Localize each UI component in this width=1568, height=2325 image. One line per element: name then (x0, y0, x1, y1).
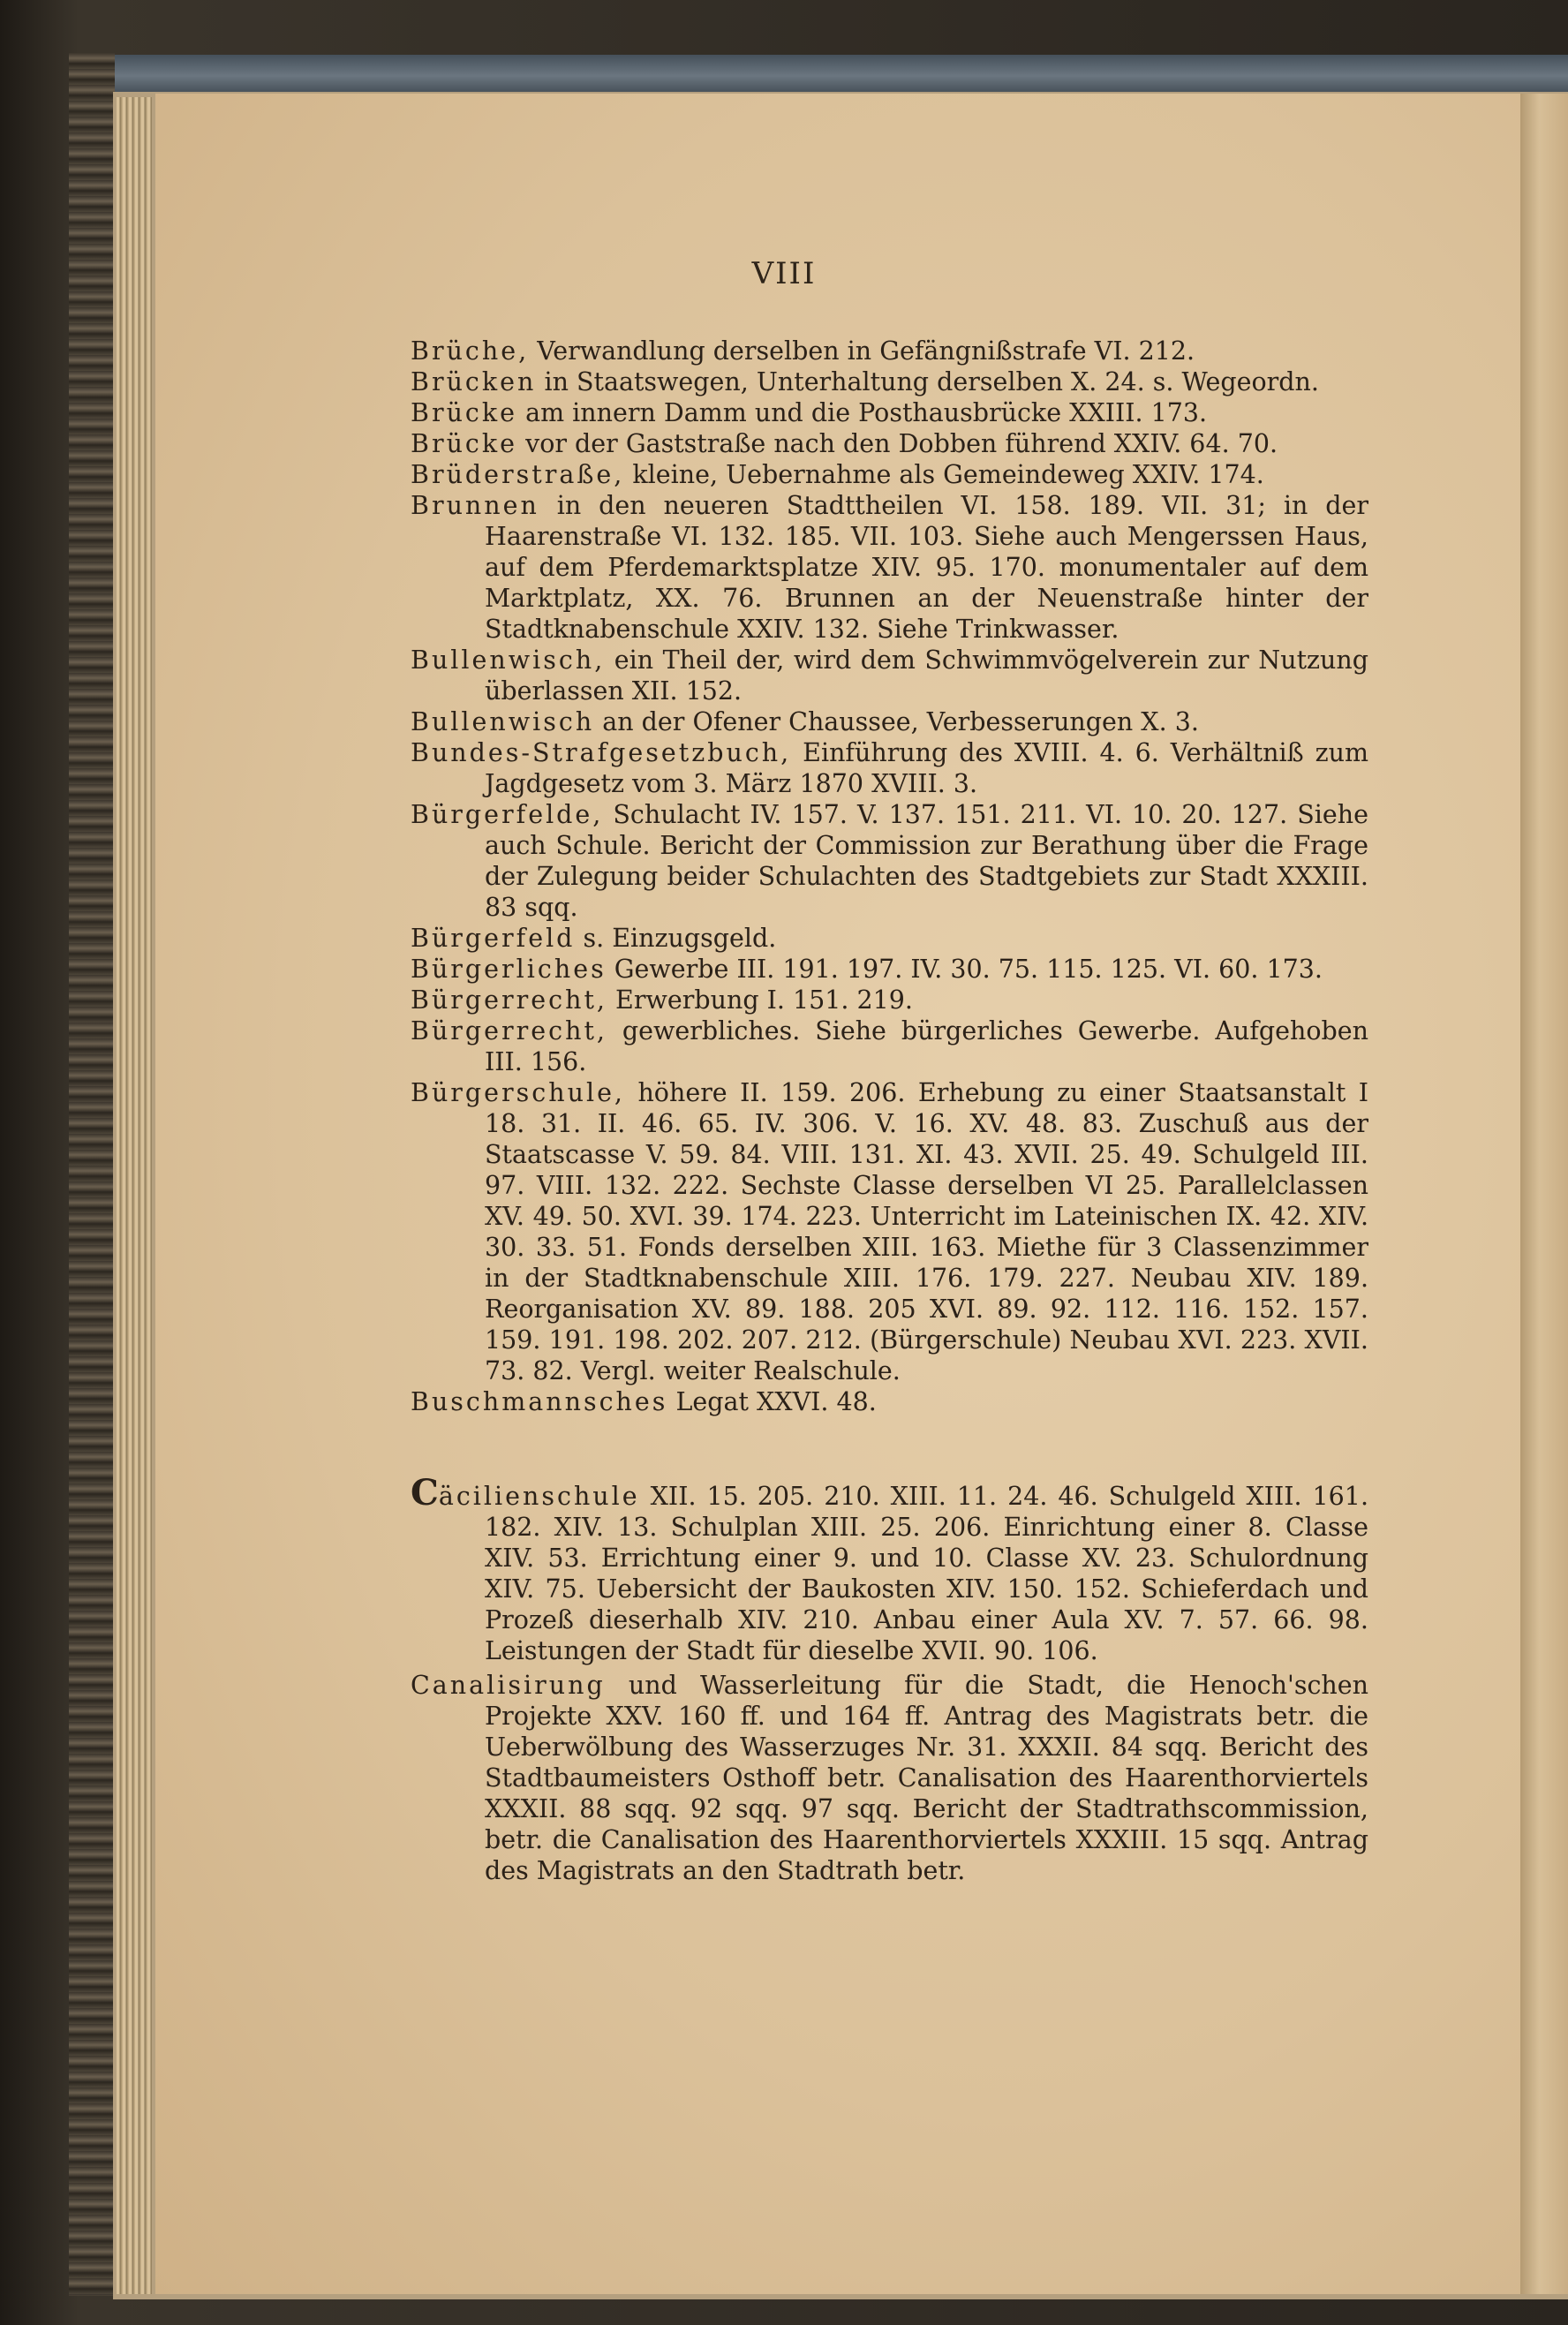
index-entry (411, 706, 1368, 737)
entry-headword: Bullenwisch, (411, 645, 606, 675)
index-section-b (411, 336, 1368, 1417)
index-entry (411, 397, 1368, 428)
section-gap (411, 1417, 1368, 1477)
index-section-c (411, 1472, 1368, 1886)
index-entry (411, 1666, 1368, 1886)
entry-text: gewerbliches. Siehe bürgerliches Gewerbe. Aufgehoben III. 156. (485, 1016, 1368, 1076)
index-content (411, 336, 1368, 1886)
entry-text: Verwandlung derselben in Gefängnißstrafe VI. 212. (537, 336, 1195, 366)
entry-headword: Bürgerschule, (411, 1078, 625, 1107)
index-entry (411, 366, 1368, 397)
entry-text: ein Theil der, wird dem Schwimmvögelverein zur Nutzung überlassen XII. 152. (485, 645, 1368, 706)
entry-text: vor der Gaststraße nach den Dobben führend XXIV. 64. 70. (525, 429, 1278, 458)
index-entry (411, 737, 1368, 799)
entry-headword: Brücke (411, 429, 518, 458)
entry-text: XII. 15. 205. 210. XIII. 11. 24. 46. Schulgeld XIII. 161. 182. XIV. 13. Schulplan XIII. 25. 206. Einrichtung einer 8. Classe XIV. 53. Errichtung einer 9. und 10. Classe XV. 23. Schulordnung XIV. 75. Uebersicht der Baukosten XIV. 150. 152. Schieferdach und Prozeß dieserhalb XIV. 210. Anbau einer Aula XV. 7. 57. 66. 98. Leistungen der Stadt für dieselbe XVII. 90. 106. (485, 1482, 1368, 1665)
entry-text: Schulacht IV. 157. V. 137. 151. 211. VI. 10. 20. 127. Siehe auch Schule. Bericht der Commission zur Berathung über die Frage der Zulegung beider Schulachten des Stadtgebiets zur Stadt XXXIII. 83 sqq. (485, 800, 1368, 922)
index-entry (411, 1472, 1368, 1666)
entry-text: s. Einzugsgeld. (583, 924, 777, 953)
entry-text: kleine, Uebernahme als Gemeindeweg XXIV. 174. (632, 460, 1264, 489)
entry-headword: Bürgerfelde, (411, 800, 604, 829)
entry-headword: Canalisirung (411, 1671, 606, 1700)
entry-headword: Buschmannsches (411, 1387, 668, 1416)
index-entry (411, 336, 1368, 366)
index-entry (411, 428, 1368, 459)
entry-text: Legat XXVI. 48. (675, 1387, 877, 1416)
index-entry (411, 954, 1368, 985)
entry-headword: Brunnen (411, 491, 539, 520)
entry-text: in Staatswegen, Unterhaltung derselben X. 24. s. Wegeordn. (544, 367, 1319, 396)
entry-headword: Brüche, (411, 336, 530, 366)
index-entry (411, 1077, 1368, 1386)
entry-headword: Brüderstraße, (411, 460, 625, 489)
index-entry (411, 923, 1368, 954)
index-entry (411, 490, 1368, 645)
entry-headword: Brücken (411, 367, 537, 396)
book-board-edge (69, 55, 1568, 97)
entry-headword: Bürgerrecht, (411, 1016, 607, 1045)
entry-text: Gewerbe III. 191. 197. IV. 30. 75. 115. 125. VI. 60. 173. (614, 955, 1323, 984)
entry-headword: Bürgerliches (411, 955, 607, 984)
index-entry (411, 645, 1368, 706)
entry-headword: Bürgerrecht, (411, 985, 607, 1015)
entry-headword: Brücke (411, 398, 518, 427)
entry-text: am innern Damm und die Posthausbrücke XXIII. 173. (525, 398, 1208, 427)
index-entry (411, 1015, 1368, 1077)
next-page-edge (1520, 94, 1568, 2294)
book-spine (69, 53, 115, 2296)
entry-headword: äcilienschule (438, 1482, 640, 1511)
index-entry (411, 1386, 1368, 1417)
page-number: VIII (751, 256, 817, 291)
index-entry (411, 459, 1368, 490)
entry-headword: Bürgerfeld (411, 924, 576, 953)
entry-headword: Bundes-Strafgesetzbuch, (411, 738, 792, 767)
index-entry (411, 799, 1368, 923)
entry-text: Erwerbung I. 151. 219. (615, 985, 913, 1015)
entry-text: höhere II. 159. 206. Erhebung zu einer Staatsanstalt I 18. 31. II. 46. 65. IV. 306. V. 16. XV. 48. 83. Zuschuß aus der Staatscasse V. 59. 84. VIII. 131. XI. 43. XVII. 25. 49. Schulgeld III. 97. VIII. 132. 222. Sechste Classe derselben VI 25. Parallelclassen XV. 49. 50. XVI. 39. 174. 223. Unterricht im Lateinischen IX. 42. XIV. 30. 33. 51. Fonds derselben XIII. 163. Miethe für 3 Classenzimmer in der Stadtknabenschule XIII. 176. 179. 227. Neubau XIV. 189. Reorganisation XV. 89. 188. 205 XVI. 89. 92. 112. 116. 152. 157. 159. 191. 198. 202. 207. 212. (Bürgerschule) Neubau XVI. 223. XVII. 73. 82. Vergl. weiter Realschule. (485, 1078, 1369, 1385)
drop-capital: C (411, 1472, 439, 1514)
entry-text: an der Ofener Chaussee, Verbesserungen X. 3. (602, 707, 1199, 736)
entry-headword: Bullenwisch (411, 707, 595, 736)
entry-text: und Wasserleitung für die Stadt, die Henoch'schen Projekte XXV. 160 ff. und 164 ff. Antrag des Magistrats betr. die Ueberwölbung des Wasserzuges Nr. 31. XXXII. 84 sqq. Bericht des Stadtbaumeisters Osthoff betr. Canalisation des Haarenthorviertels XXXII. 88 sqq. 92 sqq. 97 sqq. Bericht der Stadtrathscommission, betr. die Canalisation des Haarenthorviertels XXXIII. 15 sqq. Antrag des Magistrats an den Stadtrath betr. (485, 1671, 1368, 1885)
entry-text: in den neueren Stadttheilen VI. 158. 189. VII. 31; in der Haarenstraße VI. 132. 185. VII. 103. Siehe auch Mengerssen Haus, auf dem Pferdemarktsplatze XIV. 95. 170. monumentaler auf dem Marktplatz, XX. 76. Brunnen an der Neuenstraße hinter der Stadtknabenschule XXIV. 132. Siehe Trinkwasser. (485, 491, 1368, 644)
entry-text: Einführung des XVIII. 4. 6. Verhältniß zum Jagdgesetz vom 3. März 1870 XVIII. 3. (485, 738, 1368, 798)
index-entry (411, 985, 1368, 1015)
